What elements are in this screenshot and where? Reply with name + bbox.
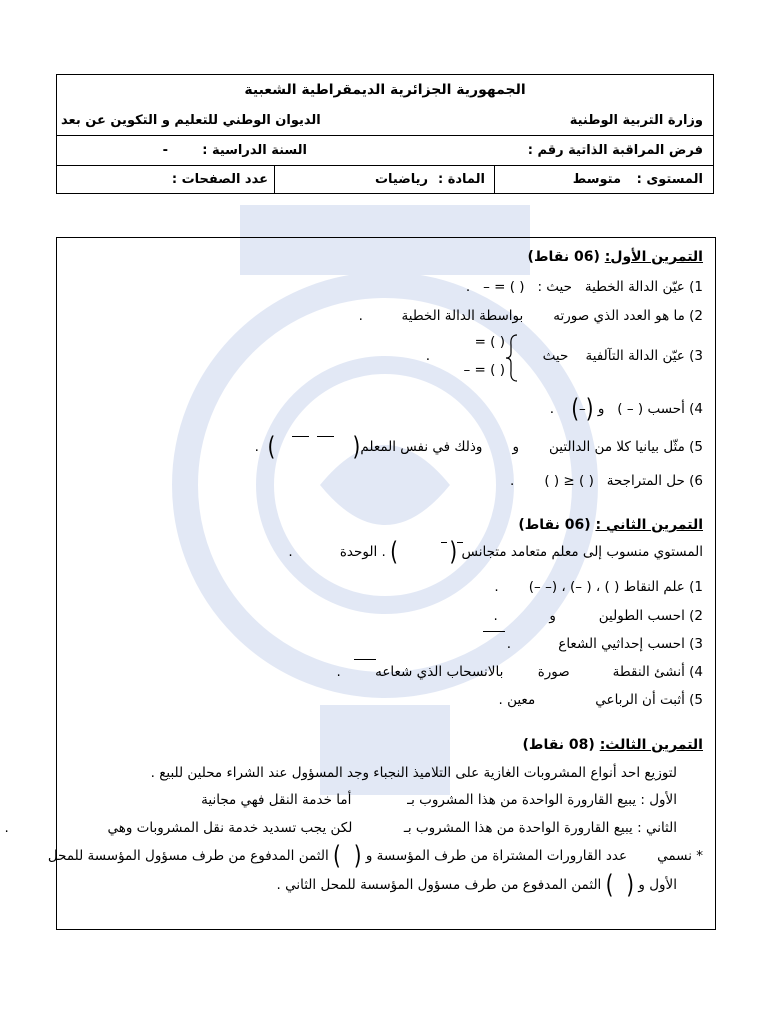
- paren-right: ): [605, 868, 614, 900]
- ex2-intro-text: المستوي منسوب إلى معلم متعامد متجانس: [461, 544, 703, 560]
- ex1-q3: [543, 348, 703, 364]
- ex3-heading: [523, 737, 703, 753]
- ex1-q5: [254, 430, 703, 462]
- period: .: [509, 473, 515, 489]
- ministry-name: وزارة التربية الوطنية: [569, 112, 703, 128]
- ex2-q2-text: 2) احسب الطولين: [598, 608, 703, 624]
- ex1-q6: [510, 473, 703, 489]
- ex1-q2: [359, 308, 703, 324]
- ex1-q3-eq1: ( ) =: [474, 334, 505, 350]
- header-row-1: [57, 75, 713, 105]
- year-label: السنة الدراسية :: [202, 142, 307, 158]
- ex1-title: التمرين الأول:: [604, 249, 703, 265]
- ex3-title: التمرين الثالث:: [599, 737, 703, 753]
- vector-arrow: [317, 436, 334, 437]
- subject-label: المادة :: [437, 172, 485, 187]
- ex2-q2: [494, 608, 703, 624]
- ex1-q6-expr: ( ) ≤ ( ): [544, 473, 594, 489]
- ex1-q4-expr2: –: [579, 401, 586, 417]
- ex1-q4-text: 4) أحسب: [647, 401, 703, 417]
- ex2-q4-text: 4) أنشئ النقطة: [612, 664, 703, 680]
- paren-right: ): [333, 839, 341, 871]
- pages-label: عدد الصفحات :: [171, 172, 268, 187]
- ex2-points: (06 نقاط): [518, 517, 591, 533]
- ex3-line-4c: الثمن المدفوع من طرف مسؤول المؤسسة للمحل: [47, 848, 329, 864]
- divider: [274, 165, 275, 194]
- ex1-q6-text: 6) حل المتراجحة: [606, 473, 703, 489]
- ex2-q3-text: 3) احسب إحداثيي الشعاع: [558, 636, 703, 652]
- ex1-q1-expr: ( ) = –: [483, 279, 525, 295]
- ex2-heading: [518, 517, 703, 533]
- system-brace: [505, 333, 519, 383]
- ex1-q3-where: حيث: [542, 348, 569, 364]
- ex3-line-3a: الثاني : يبيع القارورة الواحدة من هذا المشروب بـ: [403, 820, 677, 836]
- ex2-q4-text-c: بالانسحاب الذي شعاعه: [375, 664, 504, 680]
- period: .: [254, 439, 259, 455]
- ex3-line-4a: * نسمي: [657, 848, 703, 864]
- ex2-q3: [507, 636, 703, 652]
- paren-left: (: [353, 839, 362, 871]
- ex3-line-2b: أما خدمة النقل فهي مجانية: [201, 792, 352, 808]
- ex3-line-1: لتوزيع احد أنواع المشروبات الغازية على التلاميذ النجباء وجد المسؤول عند الشراء محلين للبيع .: [150, 765, 677, 781]
- ex1-q5-text-b: وذلك في نفس المعلم: [360, 439, 483, 455]
- ex1-q1: [466, 279, 703, 295]
- ex2-intro: [288, 535, 703, 567]
- ex1-q2-text-b: بواسطة الدالة الخطية: [401, 308, 524, 324]
- ex1-heading: [528, 249, 703, 265]
- paren-left: (: [626, 868, 635, 900]
- ex3-line-2a: الأول : يبيع القارورة الواحدة من هذا المشروب بـ: [407, 792, 677, 808]
- divider: [494, 165, 495, 194]
- ex1-q1-text: 1) عيّن الدالة الخطية: [584, 279, 703, 295]
- ex1-q5-text: 5) مثّل بيانيا كلا من الدالتين: [549, 439, 703, 455]
- paren-right: ): [267, 430, 276, 462]
- ex1-q4: [549, 392, 703, 424]
- paren-right: ): [390, 535, 398, 567]
- level-value: متوسط: [572, 172, 621, 187]
- ex1-q4-expr1: ( – ): [617, 401, 644, 417]
- ex2-q5-text-b: معين .: [498, 692, 536, 708]
- year-value: -: [162, 142, 168, 158]
- ex3-points: (08 نقاط): [522, 737, 595, 753]
- header-row-4: [57, 165, 713, 194]
- paren-right: ): [571, 392, 579, 424]
- ex2-q5: [499, 692, 704, 708]
- conj-and: و: [549, 608, 556, 624]
- paren-left: (: [449, 535, 458, 567]
- republic-title: الجمهورية الجزائرية الديمقراطية الشعبية: [244, 82, 526, 98]
- ex2-unit: . الوحدة: [339, 544, 386, 560]
- ex2-q1: [494, 579, 703, 595]
- ex2-q4-text-b: صورة: [537, 664, 570, 680]
- period: .: [4, 820, 9, 836]
- ex1-q3-eq2: ( ) = –: [463, 362, 505, 378]
- ex1-q2-text: 2) ما هو العدد الذي صورته: [553, 308, 703, 324]
- ex3-line-4: [47, 839, 703, 871]
- ex2-q1-points: ( ) ، ( –) ، (– –): [528, 579, 620, 595]
- ex3-line-2: [201, 792, 677, 808]
- level-label: المستوى :: [636, 172, 703, 187]
- ex2-title: التمرين الثاني :: [595, 517, 703, 533]
- period: .: [493, 608, 498, 624]
- ex3-line-5a: الأول و: [638, 877, 677, 893]
- ex3-line-5b: الثمن المدفوع من طرف مسؤول المؤسسة للمحل الثاني .: [276, 877, 602, 893]
- conj-and: و: [512, 439, 519, 455]
- paren-left: (: [352, 430, 361, 462]
- paren-left: (: [585, 392, 594, 424]
- period: .: [549, 401, 555, 417]
- period: .: [336, 664, 341, 680]
- period: .: [425, 348, 430, 364]
- vector-arrow: [483, 631, 505, 632]
- header-row-2: [57, 105, 713, 136]
- ex2-q4: [336, 664, 703, 680]
- ex3-line-3: [4, 820, 677, 836]
- vector-arrow: [457, 542, 463, 543]
- ex3-line-3b: لكن يجب تسديد خدمة نقل المشروبات وهي: [107, 820, 353, 836]
- period: .: [288, 544, 293, 560]
- vector-arrow: [292, 436, 309, 437]
- ex1-q1-where: حيث :: [537, 279, 572, 295]
- office-name: الديوان الوطني للتعليم و التكوين عن بعد: [61, 112, 321, 128]
- header-row-3: [57, 135, 713, 166]
- ex3-line-4b: عدد القارورات المشتراة من طرف المؤسسة و: [365, 848, 628, 864]
- exam-header: [56, 74, 714, 194]
- ex3-line-5: [276, 868, 677, 900]
- conj-and: و: [597, 401, 605, 417]
- period: .: [494, 579, 499, 595]
- ex2-q1-text: 1) علم النقاط: [623, 579, 703, 595]
- period: .: [465, 279, 471, 295]
- exercises-frame: [4, 237, 716, 930]
- exam-number-label: فرض المراقبة الذاتية رقم :: [527, 142, 703, 158]
- vector-arrow: [441, 542, 447, 543]
- period: .: [358, 308, 363, 324]
- ex1-q3-text: 3) عيّن الدالة التآلفية: [585, 348, 703, 364]
- subject-value: رياضيات: [374, 172, 428, 187]
- vector-arrow: [354, 659, 376, 660]
- ex2-q5-text: 5) أثبت أن الرباعي: [595, 692, 703, 708]
- ex1-points: (06 نقاط): [527, 249, 600, 265]
- period: .: [506, 636, 512, 652]
